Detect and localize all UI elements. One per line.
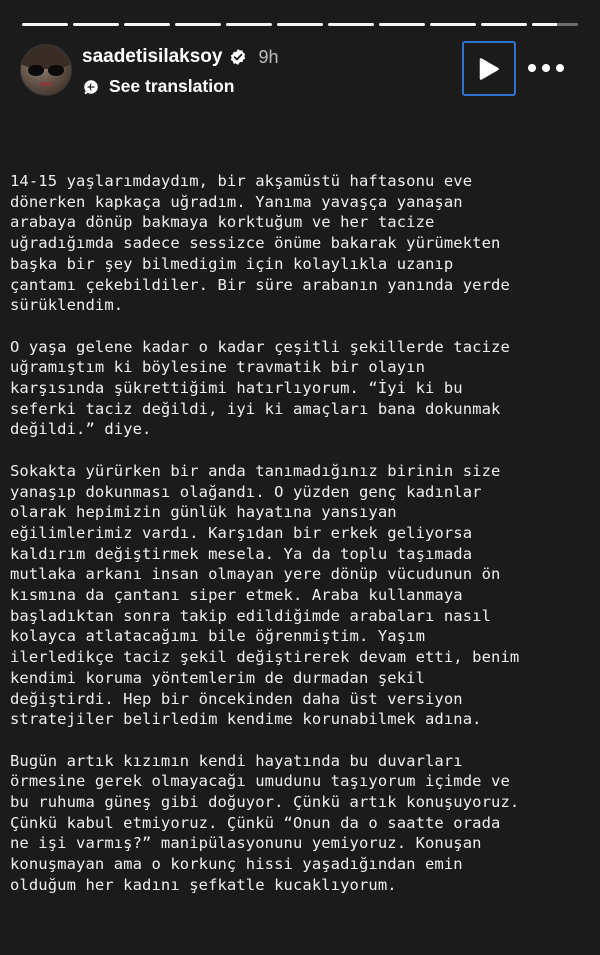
story-text-line: sürüklendim.: [10, 296, 124, 315]
progress-segment: [124, 23, 170, 26]
username[interactable]: saadetisilaksoy: [82, 46, 223, 67]
story-text-line: örmesine gerek olmayacağı umudunu taşıyorum içimde ve: [10, 772, 510, 791]
story-paragraph: [10, 337, 594, 441]
story-text-line: yanaşıp dokunması olağandı. O yüzden genç kadınlar: [10, 482, 482, 501]
translate-icon: [82, 78, 100, 96]
progress-segment: [73, 23, 119, 26]
progress-segment: [481, 23, 527, 26]
progress-segment: [277, 23, 323, 26]
story-paragraph: [10, 461, 594, 730]
story-text-line: Çünkü kabul etmiyoruz. Çünkü “Onun da o saatte orada: [10, 813, 501, 832]
story-text-line: kaldırım değiştirmek mesela. Ya da toplu taşımada: [10, 544, 473, 563]
story-text-line: seferki taciz değildi, iyi ki amaçları bana dokunmak: [10, 399, 501, 418]
more-options-icon: [542, 64, 550, 72]
story-text-line: konuşmayan ama o korkunç hissi yaşadığından emin: [10, 855, 463, 874]
progress-segment: [328, 23, 374, 26]
story-text-line: çantamı çekebildiler. Bir süre arabanın yanında yerde: [10, 275, 510, 294]
story-text-line: uğradığımda sadece sessizce önüme bakarak yürümekten: [10, 234, 501, 253]
story-text-line: başladıktan sonra takip edildiğimde arabaları nasıl: [10, 606, 492, 625]
story-text-line: ne işi varmış?” manipülasyonunu yemiyoruz. Konuşan: [10, 834, 482, 853]
story-text-line: uğramıştım ki böylesine travmatik bir olayın: [10, 358, 425, 377]
story-text-line: başka bir şey bilmedigim için kolaylıkla uzanıp: [10, 254, 454, 273]
verified-badge-icon: [229, 48, 247, 66]
story-text-line: karşısında şükrettiğimi hatırlıyorum. “İyi ki bu: [10, 379, 463, 398]
story-text-line: arabaya dönüp bakmaya korktuğum ve her tacize: [10, 213, 435, 232]
story-text-line: O yaşa gelene kadar o kadar çeşitli şekillerde tacize: [10, 337, 510, 356]
play-button[interactable]: [462, 41, 516, 96]
progress-segment: [379, 23, 425, 26]
play-icon: [478, 57, 500, 81]
more-options-icon: [556, 64, 564, 72]
story-text-line: değiştirdi. Hep bir öncekinden daha üst versiyon: [10, 689, 463, 708]
story-text-line: Bugün artık kızımın kendi hayatında bu duvarları: [10, 751, 463, 770]
story-text-line: değildi.” diye.: [10, 420, 152, 439]
story-text-line: bu ruhuma güneş gibi doğuyor. Çünkü artık konuşuyoruz.: [10, 793, 520, 812]
story-paragraph: [10, 171, 594, 316]
progress-segment: [175, 23, 221, 26]
story-text-line: 14-15 yaşlarımdaydım, bir akşamüstü haftasonu eve: [10, 172, 473, 190]
avatar[interactable]: [20, 44, 72, 96]
progress-segment: [22, 23, 68, 26]
see-translation-label: See translation: [109, 76, 235, 96]
story-text-line: dönerken kapkaça uğradım. Yanıma yavaşça yanaşan: [10, 192, 463, 211]
story-paragraph: [10, 751, 594, 896]
story-text-body: [10, 171, 594, 916]
username-row: [82, 46, 279, 68]
story-text-line: stratejiler belirledim kendime korunabilmek adına.: [10, 710, 482, 729]
story-text-line: kendimi koruma yöntemlerim de durmadan şekil: [10, 668, 425, 687]
story-text-line: mutlaka arkanı insan olmayan yere dönüp vücudunun ön: [10, 565, 501, 584]
post-time: 9h: [258, 46, 279, 67]
story-text-line: olarak hepimizin günlük hayatına yansıyan: [10, 503, 397, 522]
see-translation-button[interactable]: [82, 76, 234, 97]
progress-segment-current: [532, 23, 578, 26]
story-text-line: kolayca atlatacağımı bile öğrenmiştim. Yaşım: [10, 627, 425, 646]
story-header: [20, 42, 580, 102]
story-progress-bar: [22, 23, 578, 26]
story-text-line: kısmına da çantanı siper etmek. Araba kullanmaya: [10, 586, 463, 605]
story-text-line: eğilimlerimiz vardı. Karşıdan bir erkek geliyorsa: [10, 523, 473, 542]
progress-segment: [226, 23, 272, 26]
progress-segment-fill: [532, 23, 557, 26]
story-text-line: ilerledikçe taciz şekil değiştirerek devam etti, benim: [10, 648, 520, 667]
more-options-icon: [528, 64, 536, 72]
story-text-line: olduğum her kadını şefkatle kucaklıyorum.: [10, 875, 397, 894]
more-options-button[interactable]: [528, 56, 564, 80]
story-text-line: Sokakta yürürken bir anda tanımadığınız birinin size: [10, 461, 501, 480]
progress-segment: [430, 23, 476, 26]
